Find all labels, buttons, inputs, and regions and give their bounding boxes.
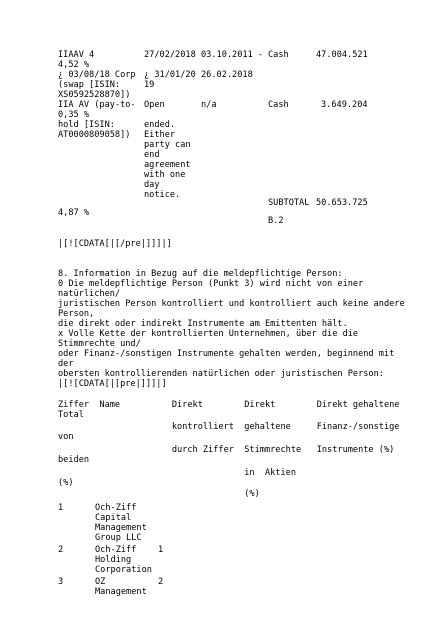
section8-line: die direkt oder indirekt Instrumente am Emittenten hält. [58, 319, 348, 329]
row1-settlement: Cash [268, 50, 289, 60]
section8-line: Stimmrechte und/ [58, 339, 141, 349]
row2-col1-line3: XS0592528870]) [58, 90, 131, 100]
row3-col2-line3: ended. [144, 120, 176, 130]
control-header-line: durch Ziffer Stimmrechte Instrumente (%) [58, 445, 395, 455]
control-row-name-line: Management [95, 523, 147, 533]
section8-line: oder Finanz-/sonstigen Instrumente gehalten werden, beginnend mit [58, 349, 395, 359]
row3-col2-line5: party can [144, 140, 191, 150]
control-header-line: von [58, 432, 74, 442]
row3-col1-line4: AT0000809058]) [58, 130, 131, 140]
section-ref: B.2 [268, 216, 284, 226]
control-row-ziffer: 3 [58, 577, 64, 587]
row3-col2-line9: day [144, 180, 160, 190]
section8-line: 8. Information in Bezug auf die meldepflichtige Person: [58, 269, 343, 279]
control-row-name-line: Corporation [95, 565, 152, 575]
row3-col2-line6: end [144, 150, 160, 160]
control-row-ziffer: 1 [58, 503, 64, 513]
control-header-line: beiden [58, 455, 90, 465]
row2-col2-line2: 19 [144, 80, 155, 90]
cdata-start-marker: |[![CDATA[|[pre|]]]|] [58, 379, 167, 389]
row2-col3: 26.02.2018 [201, 70, 253, 80]
control-row-name-line: Holding [95, 555, 132, 565]
section8-line: x Volle Kette der kontrollierten Unternehmen, über die die [58, 329, 359, 339]
control-row-name-line: OZ [95, 577, 106, 587]
section8-line: 0 Die meldepflichtige Person (Punkt 3) wird nicht von einer [58, 279, 364, 289]
row3-col1-line1: IIA AV (pay-to- [58, 100, 136, 110]
row1-col1-line2: 4,52 % [58, 60, 90, 70]
control-row-name-line: Group LLC [95, 533, 142, 543]
control-row-kontrolliert: 2 [158, 577, 164, 587]
section8-line: juristischen Person kontrolliert und kontrolliert auch keine andere [58, 299, 405, 309]
control-row-name-line: Management [95, 587, 147, 597]
row3-col2-line1: Open [144, 100, 165, 110]
control-header-line: Ziffer Name Direkt Direkt Direkt gehaltene [58, 400, 400, 410]
row3-col1-line2: 0,35 % [58, 110, 90, 120]
section8-line: obersten kontrollierenden natürlichen oder juristischen Person: [58, 369, 384, 379]
row1-period: 03.10.2011 - [201, 50, 264, 60]
row3-col2-line4: Either [144, 130, 176, 140]
row3-col3: n/a [201, 100, 217, 110]
subtotal-percent: 4,87 % [58, 208, 90, 218]
control-header-line: (%) [58, 489, 260, 499]
control-header-line: Total [58, 410, 84, 420]
cdata-end-marker: |[![CDATA[|[/pre|]]]|] [58, 239, 172, 249]
row1-value: 47.004.521 [316, 50, 368, 60]
row1-date: 27/02/2018 [144, 50, 196, 60]
row3-col2-line7: agreement [144, 160, 191, 170]
subtotal-value: 50.653.725 [316, 198, 368, 208]
row3-settlement: Cash [268, 100, 289, 110]
section8-line: der [58, 359, 74, 369]
row2-col1-line1: ¿ 03/08/18 Corp [58, 70, 136, 80]
control-row-name-line: Och-Ziff [95, 503, 137, 513]
row3-col2-line8: with one [144, 170, 186, 180]
row2-col2-line1: ¿ 31/01/20 [144, 70, 196, 80]
row3-value: 3.649.204 [321, 100, 368, 110]
row2-col1-line2: (swap [ISIN: [58, 80, 121, 90]
control-header-line: kontrolliert gehaltene Finanz-/sonstige [58, 422, 400, 432]
row3-col1-line3: hold [ISIN: [58, 120, 115, 130]
control-row-name-line: Och-Ziff [95, 545, 137, 555]
control-row-kontrolliert: 1 [158, 545, 164, 555]
section8-line: Person, [58, 309, 95, 319]
row1-col1-line1: IIAAV 4 [58, 50, 95, 60]
control-header-line: in Aktien [58, 468, 296, 478]
control-row-ziffer: 2 [58, 545, 64, 555]
control-header-line: (%) [58, 478, 74, 488]
subtotal-label: SUBTOTAL [268, 198, 310, 208]
control-row-name-line: Capital [95, 513, 132, 523]
row3-col2-line10: notice. [144, 190, 181, 200]
section8-line: natürlichen/ [58, 289, 121, 299]
